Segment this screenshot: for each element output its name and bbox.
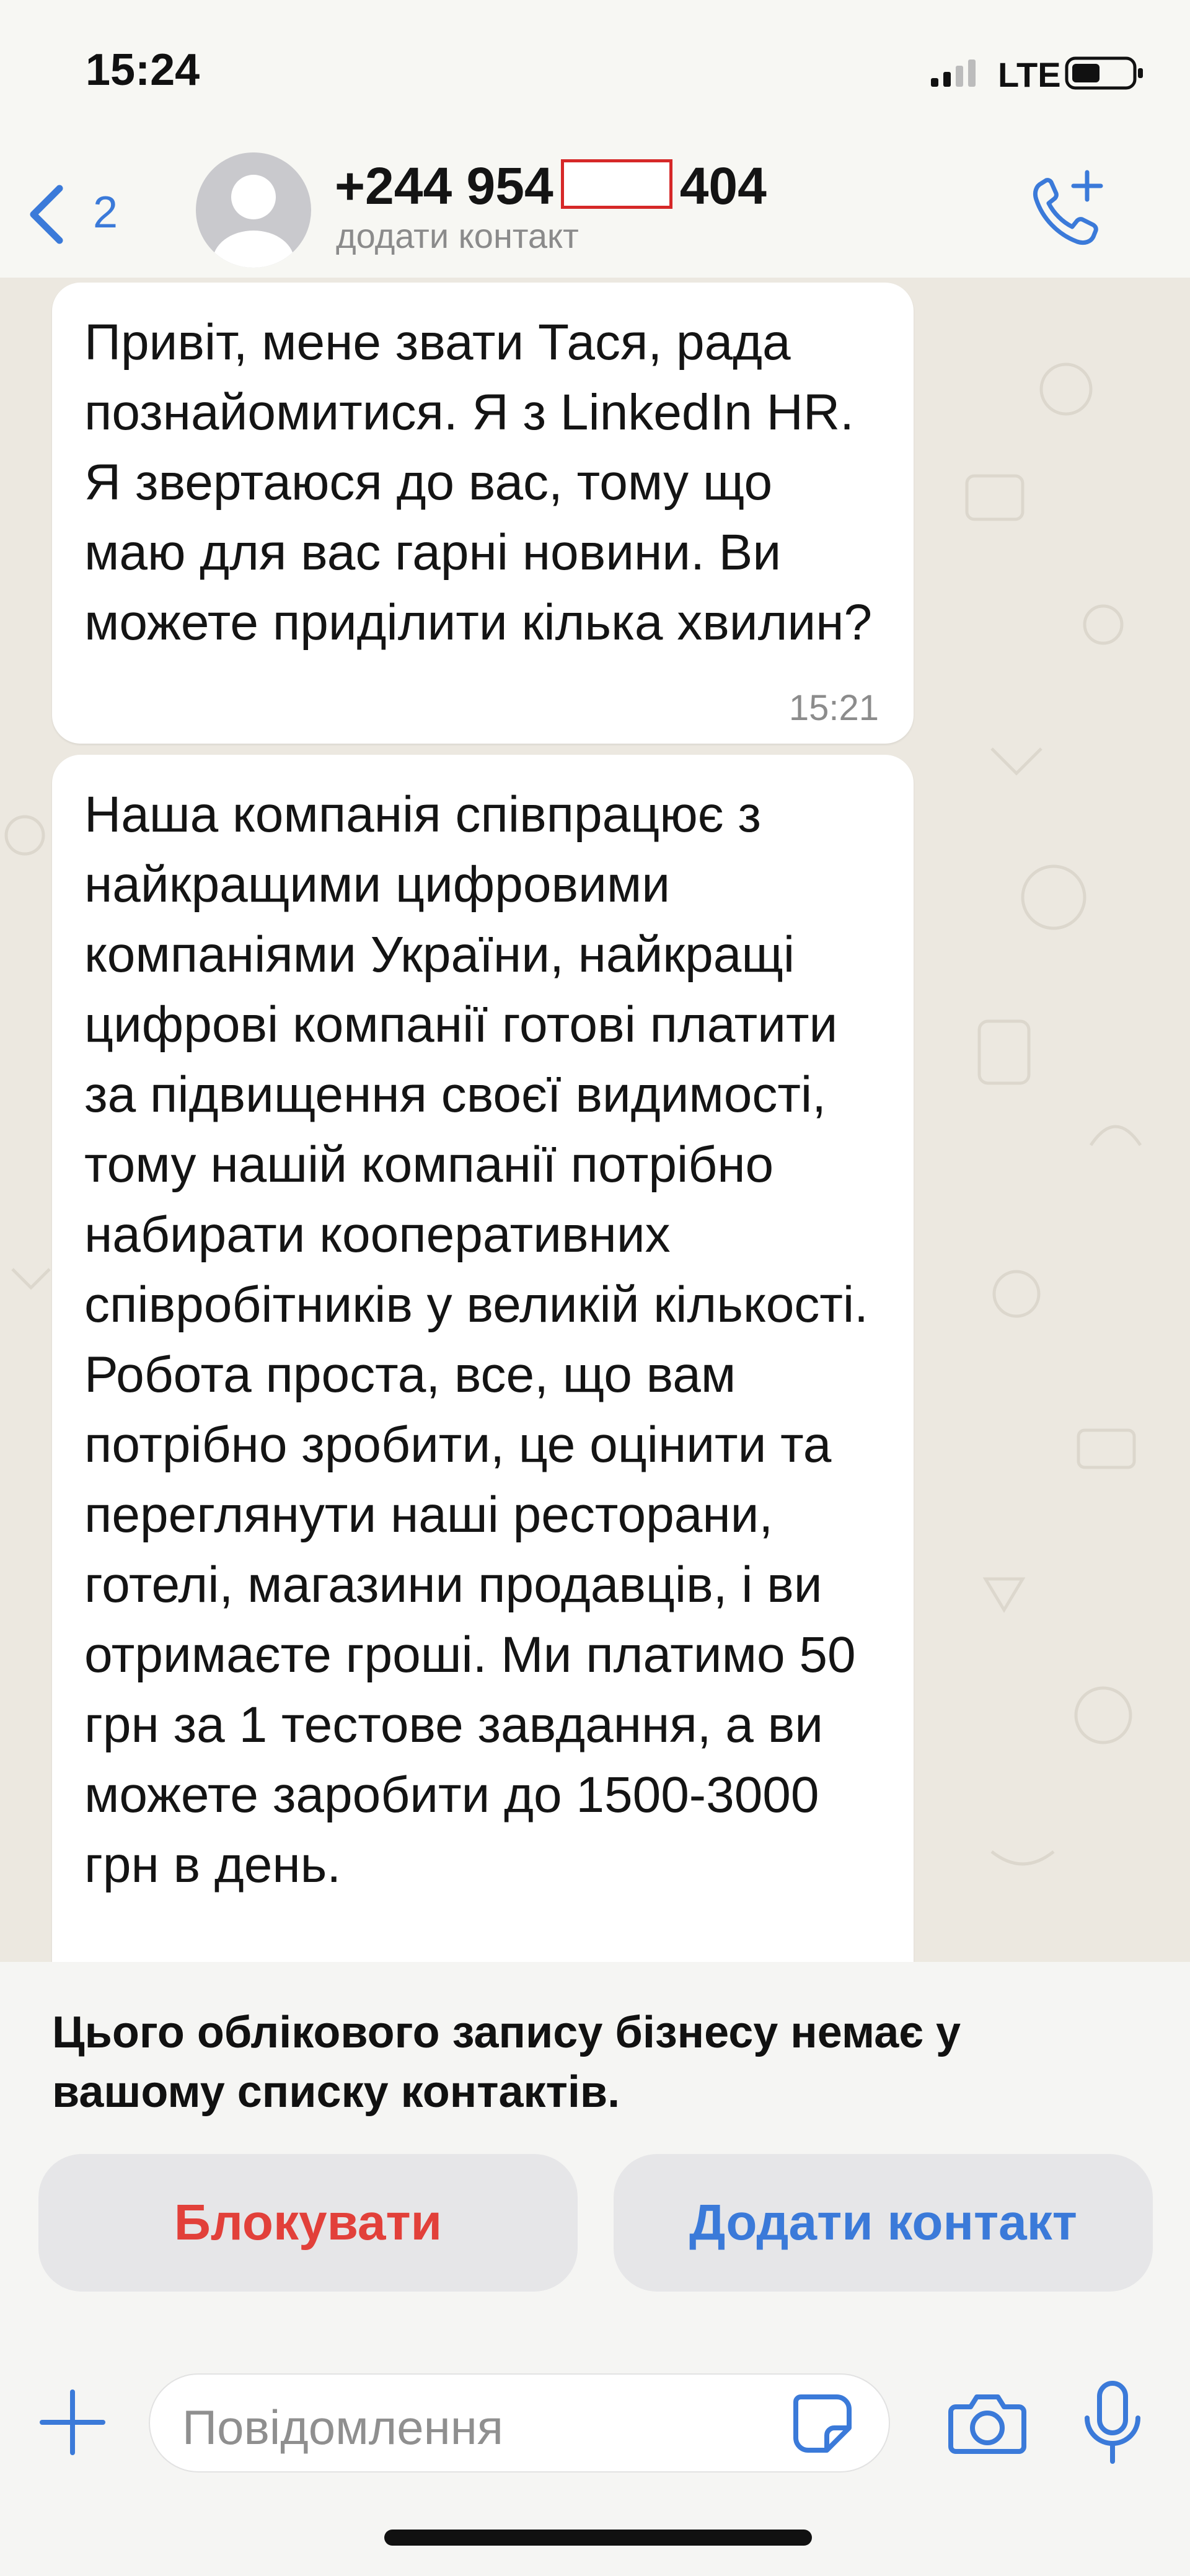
phone-suffix: 404 <box>679 157 767 215</box>
message-bubble-incoming[interactable] <box>52 755 914 1962</box>
redaction-box <box>561 159 672 209</box>
status-time: 15:24 <box>86 45 200 95</box>
message-text: Наша компанія співпрацює з найкращими цифровими компаніями України, найкращі цифрові компанії готові платити за підвищення своєї видимості, тому нашій компанії потрібно набирати кооперативних співробітників у великій кількості. Робота проста, все, що вам потрібно зробити, це оцінити та переглянути наші ресторани, готелі, магазини продавців, і ви отримаєте гроші. Ми платимо 50 грн за 1 тестове завдання, а ви можете заробити до 1500-3000 грн в день. <box>84 786 868 1893</box>
microphone-icon[interactable] <box>1078 2380 1147 2466</box>
chat-area[interactable] <box>0 278 1190 1962</box>
chat-header <box>0 143 1190 279</box>
message-composer <box>0 2334 1190 2495</box>
battery-icon <box>1065 56 1145 90</box>
unread-count: 2 <box>93 188 118 237</box>
contact-phone-number[interactable] <box>335 156 767 216</box>
status-bar <box>0 0 1190 143</box>
add-contact-button[interactable]: Додати контакт <box>614 2154 1153 2292</box>
message-text: Привіт, мене звати Тася, рада познайомитися. Я з LinkedIn HR. Я звертаюся до вас, тому що маю для вас гарні новини. Ви можете приділити кілька хвилин? <box>84 314 873 651</box>
bottom-panel <box>0 1962 1190 2576</box>
home-indicator <box>384 2530 812 2546</box>
network-type: LTE <box>998 55 1061 94</box>
sticker-icon[interactable] <box>788 2389 857 2458</box>
avatar-placeholder-icon[interactable] <box>196 152 311 268</box>
back-button[interactable] <box>25 180 149 248</box>
back-chevron-icon <box>25 183 68 245</box>
block-button[interactable]: Блокувати <box>38 2154 578 2292</box>
message-input-placeholder: Повідомлення <box>182 2400 504 2455</box>
signal-icon <box>930 57 979 88</box>
plus-icon[interactable] <box>38 2388 107 2456</box>
message-input[interactable] <box>149 2373 890 2473</box>
add-contact-subtitle[interactable]: додати контакт <box>336 216 579 255</box>
add-call-icon[interactable] <box>1023 167 1109 254</box>
message-bubble-incoming[interactable] <box>52 283 914 744</box>
camera-icon[interactable] <box>947 2388 1028 2456</box>
business-not-in-contacts-notice: Цього облікового запису бізнесу немає у вашому списку контактів. <box>52 2008 961 2117</box>
phone-prefix: +244 954 <box>335 157 553 215</box>
message-time: 15:21 <box>788 688 879 728</box>
